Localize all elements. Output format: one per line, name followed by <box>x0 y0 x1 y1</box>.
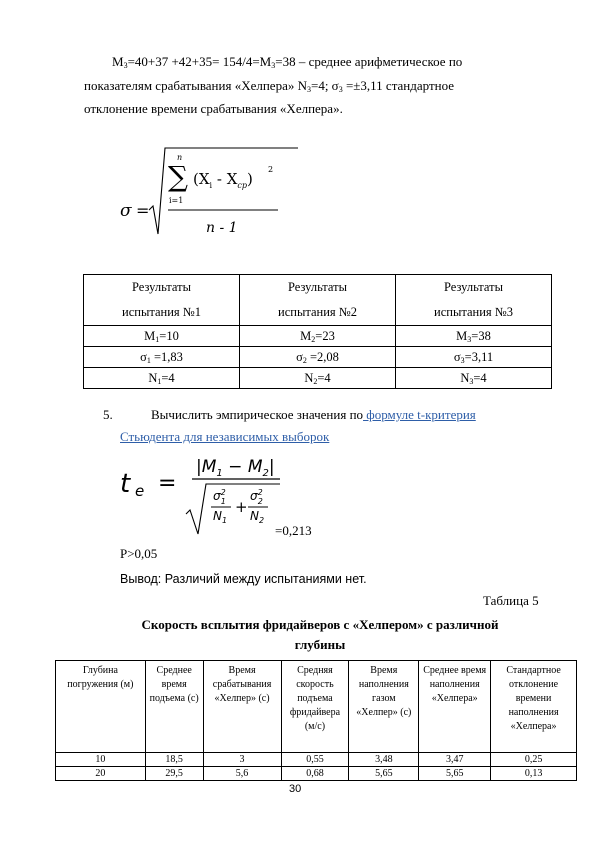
table-cell: 0,25 <box>491 753 577 767</box>
svg-text:i=1: i=1 <box>169 196 184 205</box>
svg-text:e: e <box>135 482 145 500</box>
svg-text:2: 2 <box>268 165 274 174</box>
table-header-cell: Время наполнения газом «Хелпер» (с) <box>349 661 419 753</box>
table-cell: 29,5 <box>145 767 203 781</box>
table-cell: 5,65 <box>349 767 419 781</box>
table-cell: $N_2=4$ <box>240 368 396 389</box>
table-row <box>56 767 577 781</box>
table-cell: $\sigma_1 =1,83$ <box>84 347 240 368</box>
student-test-link[interactable]: Стьюдента для независимых выборок <box>120 429 330 444</box>
table-header-cell: Результаты испытания №3 <box>396 275 552 326</box>
table-cell: 3 <box>203 753 281 767</box>
table-cell: 0,68 <box>281 767 349 781</box>
table-cell: 5,6 <box>203 767 281 781</box>
table-header-cell: Глубина погружения (м) <box>56 661 146 753</box>
svg-text:+: + <box>235 498 248 516</box>
table-cell: $\sigma_3=3,11$ <box>396 347 552 368</box>
ascent-speed-table <box>55 660 577 781</box>
table-cell: $N_3=4$ <box>396 368 552 389</box>
t-test-link-continued <box>120 429 329 445</box>
table-cell: $M_1=10$ <box>84 326 240 347</box>
table-row <box>56 753 577 767</box>
table-cell: 18,5 <box>145 753 203 767</box>
results-table <box>83 274 552 389</box>
intro-line-2: показателям срабатывания «Хелпера» $N_3=4$; $\sigma_3 =\pm 3,11$ стандартное <box>84 77 455 94</box>
svg-text:|M1 − M2|: $|M_1 - M_2|$ <box>196 457 275 479</box>
t-test-result: =0,213 <box>275 523 312 538</box>
list-number: 5. <box>103 407 113 422</box>
t-test-formula <box>118 452 288 540</box>
intro-line-1: $M_3=40+37 +42+35= 154/4=M_3=38$ – среднее арифметическое по <box>112 54 463 70</box>
table-cell: 0,55 <box>281 753 349 767</box>
table-header-cell: Средняя скорость подъема фридайвера (м/с) <box>281 661 349 753</box>
svg-text:σ22: $\sigma^2$ 2 <box>250 488 263 506</box>
table-label: Таблица 5 <box>483 593 539 608</box>
intro-paragraph <box>84 52 524 119</box>
svg-text:n: n <box>177 153 183 162</box>
table-cell: 0,13 <box>491 767 577 781</box>
table-cell: $M_2=23$ <box>240 326 396 347</box>
table-header-cell: Среднее время наполнения «Хелпера» <box>419 661 491 753</box>
table-cell: $M_3=38$ <box>396 326 552 347</box>
t-symbol: t <box>120 469 131 499</box>
denominator: n - 1 <box>206 220 238 236</box>
radical-sign <box>186 484 280 534</box>
table-row <box>84 326 552 347</box>
table-header-cell: Время срабатывания «Хелпер» (с) <box>203 661 281 753</box>
table-cell: $\sigma_2 =2,08$ <box>240 347 396 368</box>
equals-sign: = <box>158 471 177 496</box>
table-row <box>84 368 552 389</box>
table-header-row <box>56 661 577 753</box>
table-header-cell: Результаты испытания №1 <box>84 275 240 326</box>
page-number: 30 <box>289 783 302 795</box>
svg-text:N1: $N_1$ <box>213 509 228 525</box>
table-cell: 3,48 <box>349 753 419 767</box>
table-header-cell: Стандартное отклонение времени наполнения «Хелпера» <box>491 661 577 753</box>
svg-text:(Xi - Xcp): $(X_i - X_{cp})$ <box>193 170 253 190</box>
table-cell: $N_1=4$ <box>84 368 240 389</box>
table-header-cell: Результаты испытания №2 <box>240 275 396 326</box>
sigma-symbol: σ <box>120 201 132 221</box>
summation-sign: ∑ <box>168 160 188 193</box>
conclusion: Вывод: Различий между испытаниями нет. <box>120 572 367 586</box>
list-item-text: Вычислить эмпирическое значения по формуле t-критерия <box>151 407 476 422</box>
intro-line-3: отклонение времени срабатывания «Хелпера». <box>84 101 343 116</box>
std-deviation-formula <box>118 142 298 242</box>
table-header-row <box>84 275 552 326</box>
table-cell: 20 <box>56 767 146 781</box>
t-test-link[interactable]: формуле t-критерия <box>363 407 476 422</box>
table-row <box>84 347 552 368</box>
svg-text:N2: $N_2$ <box>250 509 265 525</box>
p-value: P>0,05 <box>120 546 158 561</box>
table-title: Скорость всплытия фридайверов с «Хелпером» с различной глубины <box>141 617 499 652</box>
table-cell: 3,47 <box>419 753 491 767</box>
svg-text:σ21: $\sigma^2$ 1 <box>213 488 226 506</box>
table-cell: 10 <box>56 753 146 767</box>
equals-sign: = <box>136 201 150 220</box>
table-header-cell: Среднее время подъема (с) <box>145 661 203 753</box>
table-cell: 5,65 <box>419 767 491 781</box>
